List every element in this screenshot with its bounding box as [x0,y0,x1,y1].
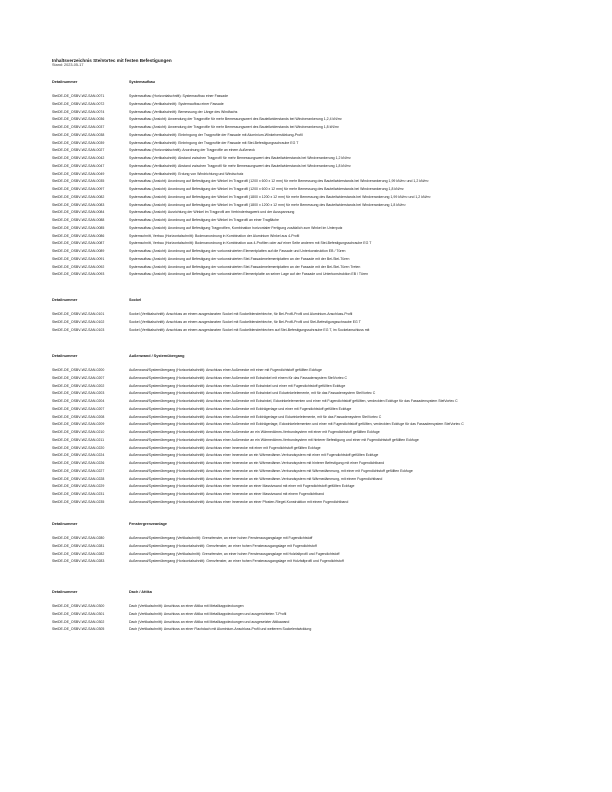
detail-number: SteiDE-DE_OSBV-WZ-SAN-0092 [52,264,105,269]
detail-description: Systemaufbau (Vertikalschnitt): Abstand zwischen Tragprofil für mehr Bemessungswert des Bauteilwiderstands bei Windverankerung 1,8 kN/m² [129,163,351,168]
table-row [52,171,572,179]
detail-description: Sockel (Vertikalschnitt): Anschluss an einem ausgestanzten Sockel mit Sockelblenderbleche, für Bei-Profil-Profil und Stei-Befestigungsschraube EG T [129,319,361,324]
table-row [52,398,572,406]
section-header [52,522,572,526]
table-row [52,421,572,429]
detail-description: Außenwand/Systemübergang (Horizontalschnitt): Grenzfenster, an einer hohen Fensterausgangslage mit Fugendichtstoff [129,543,317,548]
table-row [52,264,572,272]
detail-number: SteiDE-DE_OSBV-WZ-SAN-0283 [52,559,105,564]
column-header-detailnummer: Detailnummer [52,522,78,526]
detail-number: SteiDE-DE_OSBV-WZ-SAN-0027 [52,148,105,153]
table-row [52,499,572,507]
detail-number: SteiDE-DE_OSBV-WZ-SAN-0086 [52,233,105,238]
table-row [52,93,572,101]
detail-description: Außenwand/Systemübergang (Horizontalschnitt): Anschluss einer Außenecke mit Eckwinkel, Eckwinkelelementen und einer mit Fugendichtstoff gefüllten, verdeckten Eckfuge für das Fassadensystem SteiVortec C [129,399,458,403]
table-row [52,367,572,375]
detail-number: SteiDE-DE_OSBV-WZ-SAN-0210 [52,430,105,434]
detail-description: Systemaufbau (Ansicht): Anwendung der Tragprofile für mehr Bemessungswert des Bauteilwiderstands bei Windverankerung 1,2,4 kN/m² [129,117,342,122]
table-row [52,543,572,551]
column-header-detailnummer: Detailnummer [52,590,78,594]
detail-number: SteiDE-DE_OSBV-WZ-SAN-0229 [52,484,105,489]
detail-description: Systemaufbau (Vertikalschnitt): Bemessung der Länge des Windfachs [129,109,238,114]
document-page [52,58,572,68]
table-row [52,452,572,460]
table-row [52,383,572,391]
detail-number: SteiDE-DE_OSBV-WZ-SAN-0211 [52,437,105,442]
table-row [52,163,572,171]
detail-number: SteiDE-DE_OSBV-WZ-SAN-0202 [52,383,105,388]
detail-description: Systemaufbau (Ansicht): Ausrichtung der Winkel im Tragprofil am Verbindertragwerk und der Ausspannung [129,210,295,215]
table-row [52,558,572,566]
section-title: Systemaufbau [129,80,155,84]
detail-number: SteiDE-DE_OSBV-WZ-SAN-0088 [52,218,105,222]
detail-description: Außenwand/Systemübergang (Vertikalschnitt): Grenzfenster, an einer hohen Fensterausgangslage mit Holzfaltprofil und Fugendichtstoff [129,551,340,556]
table-row [52,319,572,327]
detail-description: Systemaufbau (Ansicht): Anordnung auf Befestigung der Winkel im Tragprofil (1200 x 600 x 12 mm) für mehr Bemessung des Bauteilwiderstands bei Windverankerung 1,8 kN/m² [129,187,404,191]
detail-description: Systemaufbau (Ansicht): Anwendung der Tragprofile für mehr Bemessungswert des Bauteilwiderstands bei Windverankerung 1,8 kN/m² [129,125,339,129]
detail-number: SteiDE-DE_OSBV-WZ-SAN-0226 [52,461,105,465]
detail-number: SteiDE-DE_OSBV-WZ-SAN-0305 [52,627,105,632]
detail-number: SteiDE-DE_OSBV-WZ-SAN-0280 [52,536,105,540]
table-row [52,209,572,217]
detail-description: Außenwand/Systemübergang (Horizontalschnitt): Anschluss einer Außenecke mit Eckwinkel und einer mit Fugendichtstoff gefüllten Eckfuge [129,383,346,388]
table-row [52,311,572,319]
detail-number: SteiDE-DE_OSBV-WZ-SAN-0085 [52,225,105,230]
table-row [52,468,572,476]
table-row [52,178,572,186]
detail-number: SteiDE-DE_OSBV-WZ-SAN-0042 [52,156,105,160]
detail-description: Systemaufbau (Ansicht): Anordnung auf Befestigung der Winkel im Tragprofil (1200 x 600 x 12 mm) für mehr Bemessung des Bauteilwiderstands bei Windverankerung 1,99 kN/m² und 1,2 kN/m² [129,179,429,184]
section-title: Fenstergrenzeanlage [129,522,167,526]
column-header-detailnummer: Detailnummer [52,354,78,358]
table-row [52,603,572,611]
detail-number: SteiDE-DE_OSBV-WZ-SAN-0083 [52,202,105,207]
detail-number: SteiDE-DE_OSBV-WZ-SAN-0281 [52,543,105,548]
table-row [52,225,572,233]
table-row [52,233,572,241]
detail-description: Systemaufbau (Ansicht): Anordnung auf Befestigung der vorkonstruierten Stei-Fassadenelementplatten an der Fassade mit der Bei-Stei-Türen [129,256,350,261]
detail-number: SteiDE-DE_OSBV-WZ-SAN-0209 [52,422,105,427]
detail-description: Außenwand/Systemübergang (Horizontalschnitt): Anschluss einer Innenecke an einer Massivwand mit einem Fugendichtband [129,492,324,496]
detail-number: SteiDE-DE_OSBV-WZ-SAN-0089 [52,249,105,253]
table-row [52,611,572,619]
section-title: Außenwand / Systemübergang [129,354,185,358]
detail-description: Systemaufbau (Vertikalschnitt): Erdung von Windrichtung und Windschutz [129,171,244,176]
detail-description: Systemaufbau (Vertikalschnitt): Abstand zwischen Tragprofil für mehr Bemessungswert des Bauteilwiderstands bei Windverankerung 1,2 kN/m² [129,156,351,160]
detail-description: Außenwand/Systemübergang (Horizontalschnitt): Anschluss einer Außenecke mit Eckträgerlage und einer mit Fugendichtstoff gefüllten Eckfuge [129,406,352,411]
detail-number: SteiDE-DE_OSBV-WZ-SAN-0102 [52,319,105,324]
detail-description: Systemaufbau (Ansicht): Anordnung auf Befestigung der vorkonstruierten Stei-Fassadenelementplatten an der Fassade mit der Bei-Stei-Türen Treten [129,264,361,269]
table-row [52,109,572,117]
detail-number: SteiDE-DE_OSBV-WZ-SAN-0207 [52,375,105,380]
detail-description: Systemaufbau (Ansicht): Anordnung auf Befestigung der Winkel im Tragprofil an einer Tragfläche [129,218,279,222]
detail-description: Außenwand/Systemübergang (Horizontalschnitt): Grenzfenster, an einer hohen Fensterausgangslage mit Holzfaltprofil und Fugendichtstoff [129,559,344,564]
table-row [52,626,572,634]
detail-description: Außenwand/Systemübergang (Horizontalschnitt): Anschluss einer Außenecke mit Eckwinkel mit einem für das Fassadensystem SteiVortec C [129,375,348,380]
detail-description: Systemaufbau (Ansicht): Anordnung auf Befestigung der vorkonstruierten Elementplatte an seiner Lage auf der Fassade und Unterkonstruktion EB / Türen [129,272,369,277]
detail-description: Systemaufbau (Ansicht): Anordnung auf Befestigung der Winkel im Tragprofil (1800 x 1200 x 12 mm) für mehr Bemessung des Bauteilwiderstands bei Windverankerung 1,8 kN/m² [129,202,406,207]
detail-number: SteiDE-DE_OSBV-WZ-SAN-0220 [52,445,105,450]
table-row [52,186,572,194]
detail-number: SteiDE-DE_OSBV-WZ-SAN-0228 [52,476,105,481]
column-header-detailnummer: Detailnummer [52,298,78,302]
table-row [52,101,572,109]
table-row [52,194,572,202]
detail-description: Außenwand/Systemübergang (Horizontalschnitt): Anschluss einer Außenecke an ein Wärmedämm-Verbundsystem mit einer mit Fugendichtstoff gefüllten Eckfuge [129,430,380,434]
detail-number: SteiDE-DE_OSBV-WZ-SAN-0204 [52,399,105,403]
detail-number: SteiDE-DE_OSBV-WZ-SAN-0207 [52,406,105,411]
table-row [52,476,572,484]
detail-description: Außenwand/Systemübergang (Horizontalschnitt): Anschluss einer Außenecke mit Eckwinkel und Eckwinkelelemente, mit für das Fassadensystem SteiVortec C [129,391,376,396]
detail-description: Sockel (Vertikalschnitt): Anschluss an einem ausgestanzten Sockel mit Sockelblenderbleche, für Bei-Profil-Profil und Aluminium-Anschluss-Profil [129,312,353,316]
section-header [52,298,572,302]
detail-number: SteiDE-DE_OSBV-WZ-SAN-0200 [52,368,105,372]
detail-number: SteiDE-DE_OSBV-WZ-SAN-0208 [52,414,105,419]
detail-number: SteiDE-DE_OSBV-WZ-SAN-0231 [52,492,105,496]
table-row [52,140,572,148]
section-0 [52,80,572,279]
table-row [52,248,572,256]
table-row [52,619,572,627]
section-2 [52,354,572,507]
detail-description: Systemaufbau (Ansicht): Anordnung auf Befestigung der vorkonstruierten Elementplatten auf die Fassade und Unterkonstruktion EB / Türen [129,249,346,253]
detail-description: Sockel (Vertikalschnitt): Anschluss an einem ausgestanzten Sockel mit Sockelblenderblechen auf Stei-Befestigungsschraube EG T, im Sockelanschluss mit [129,327,370,332]
table-row [52,390,572,398]
detail-number: SteiDE-DE_OSBV-WZ-SAN-0036 [52,117,105,122]
detail-number: SteiDE-DE_OSBV-WZ-SAN-0082 [52,194,105,199]
table-row [52,491,572,499]
detail-number: SteiDE-DE_OSBV-WZ-SAN-0301 [52,611,105,616]
detail-number: SteiDE-DE_OSBV-WZ-SAN-0101 [52,312,105,316]
detail-description: Systemaufbau (Vertikalschnitt): Einbringung der Tragprofile der Fassade mit Stei-Befestigungsschraube EG T [129,140,299,145]
detail-description: Systemschnitt, Verbau (Horizontalschnitt): Bodenanordnung in Kombination der Aluminium Winkel aus 4-Profil [129,233,300,238]
detail-number: SteiDE-DE_OSBV-WZ-SAN-0035 [52,179,105,184]
detail-number: SteiDE-DE_OSBV-WZ-SAN-0227 [52,468,105,473]
detail-number: SteiDE-DE_OSBV-WZ-SAN-0097 [52,187,105,191]
detail-number: SteiDE-DE_OSBV-WZ-SAN-0235 [52,499,105,504]
table-row [52,147,572,155]
table-row [52,483,572,491]
detail-description: Außenwand/Systemübergang (Vertikalschnitt): Grenzfenster, an einer hohen Fensterausgangslage mit Fugendichtstoff [129,536,313,540]
detail-description: Außenwand/Systemübergang (Horizontalschnitt): Anschluss einer Außenecke an ein Wärmedämm-Verbundsystem mit hinterer Befestigung und einer mit Fugendichtstoff gefüllten Eckfuge [129,437,419,442]
detail-description: Systemaufbau (Horizontalschnitt): Systemaufbau einer Fassade [129,94,229,98]
document-title: Inhaltsverzeichnis SteiVortec mit festen Befestigungen [52,58,172,63]
detail-description: Außenwand/Systemübergang (Horizontalschnitt): Anschluss einer Außenecke mit Eckträgerlage, Eckwinkelelementen und einer mit Fugendichtstoff gefüllten, verdeckten Eckfuge für das Fassadensystem SteiVortec C [129,422,464,427]
column-header-detailnummer: Detailnummer [52,80,78,84]
table-row [52,445,572,453]
section-header [52,590,572,594]
table-row [52,414,572,422]
table-row [52,327,572,335]
detail-description: Dach (Vertikalschnitt): Anschluss an einer Attika mit Metallkappdeckungen und ausgerichteten T-Profil [129,611,287,616]
detail-number: SteiDE-DE_OSBV-WZ-SAN-0074 [52,109,105,114]
detail-description: Systemaufbau (Horizontalschnitt): Anordnung der Tragprofile an einem Außeneck [129,148,255,153]
detail-description: Außenwand/Systemübergang (Horizontalschnitt): Anschluss einer Innenecke an ein Wärmedämm-Verbundsystem mit hinterer Befestigung mit einer Fugendichtband [129,461,385,465]
table-row [52,256,572,264]
section-title: Sockel [129,298,142,302]
detail-description: Außenwand/Systemübergang (Horizontalschnitt): Anschluss einer Innenecke an ein Wärmedämm-Verbundsystem mit Wärmedämmung, mit einer mit Fugendichtstoff gefüllten Eckfuge [129,468,413,473]
table-row [52,535,572,543]
detail-description: Systemaufbau (Ansicht): Anordnung auf Befestigung der Winkel im Tragprofil (1800 x 1200 x 12 mm) für mehr Bemessung des Bauteilwiderstands bei Windverankerung 1,99 kN/m² und 1,2 kN/m² [129,194,431,199]
section-header [52,354,572,358]
section-header [52,80,572,84]
table-row [52,240,572,248]
detail-description: Dach (Vertikalschnitt): Anschluss an einer Flachdach mit Aluminium-Anschluss-Profil und weiterem Sockelentwicklung [129,627,312,632]
detail-description: Außenwand/Systemübergang (Horizontalschnitt): Anschluss einer Innenecke an einer Massivwand mit einer mit Fugendichtstoff gefüllten Eckfuge [129,484,355,489]
table-row [52,437,572,445]
detail-description: Systemschnitt, Verbau (Horizontalschnitt): Bodenanordnung in Kombination aus 4-Profilen oder auf einer Seite anderen mit Stei-Befestigungsschraube EG T [129,241,372,246]
detail-description: Außenwand/Systemübergang (Horizontalschnitt): Anschluss einer Innenecke an ein Wärmedämm-Verbundsystem mit einer mit Fugendichtstoff gefüllten Eckfuge [129,453,379,458]
detail-number: SteiDE-DE_OSBV-WZ-SAN-0084 [52,210,105,215]
detail-description: Außenwand/Systemübergang (Horizontalschnitt): Anschluss einer Außenecke mit einer mit Fugendichtstoff gefüllten Eckfuge [129,368,322,372]
detail-number: SteiDE-DE_OSBV-WZ-SAN-0087 [52,241,105,246]
table-row [52,375,572,383]
detail-number: SteiDE-DE_OSBV-WZ-SAN-0047 [52,163,105,168]
detail-number: SteiDE-DE_OSBV-WZ-SAN-0091 [52,256,105,261]
table-row [52,551,572,559]
document-date: Stand: 2023-05-17 [52,63,84,67]
detail-number: SteiDE-DE_OSBV-WZ-SAN-0302 [52,619,105,624]
detail-number: SteiDE-DE_OSBV-WZ-SAN-0037 [52,125,105,129]
detail-number: SteiDE-DE_OSBV-WZ-SAN-0103 [52,327,105,332]
detail-number: SteiDE-DE_OSBV-WZ-SAN-0039 [52,140,105,145]
detail-number: SteiDE-DE_OSBV-WZ-SAN-0072 [52,101,105,106]
section-title: Dach / Attika [129,590,152,594]
detail-description: Systemaufbau (Ansicht): Anordnung auf Befestigung Tragprofilen, Kombination horizontaler Fertigung zusätzlich zum Winkel im Unterputz [129,225,343,230]
detail-number: SteiDE-DE_OSBV-WZ-SAN-0282 [52,551,105,556]
table-row [52,217,572,225]
detail-number: SteiDE-DE_OSBV-WZ-SAN-0300 [52,604,105,608]
section-1 [52,298,572,334]
detail-number: SteiDE-DE_OSBV-WZ-SAN-0071 [52,94,105,98]
table-row [52,271,572,279]
detail-description: Systemaufbau (Vertikalschnitt): Systemaufbau einer Fassade [129,101,224,106]
detail-number: SteiDE-DE_OSBV-WZ-SAN-0093 [52,272,105,277]
detail-description: Außenwand/Systemübergang (Horizontalschnitt): Anschluss einer Innenecke an einer Pfosten-Riegel-Konstruktion mit einem Fugendichtband [129,499,349,504]
table-row [52,202,572,210]
detail-description: Systemaufbau (Vertikalschnitt): Einbringung der Tragprofile der Fassade mit Aluminium-Winkelverstärkung-Profil [129,132,303,137]
table-row [52,406,572,414]
table-row [52,460,572,468]
section-3 [52,522,572,566]
detail-number: SteiDE-DE_OSBV-WZ-SAN-0038 [52,132,105,137]
table-row [52,124,572,132]
table-row [52,116,572,124]
detail-number: SteiDE-DE_OSBV-WZ-SAN-0049 [52,171,105,176]
detail-description: Dach (Vertikalschnitt): Anschluss an einer Attika mit Metallkappdeckungen [129,604,244,608]
detail-number: SteiDE-DE_OSBV-WZ-SAN-0224 [52,453,105,458]
detail-description: Außenwand/Systemübergang (Horizontalschnitt): Anschluss einer Innenecke mit einer mit Fugendichtstoff gefüllten Eckfuge [129,445,321,450]
table-row [52,429,572,437]
section-4 [52,590,572,634]
detail-description: Dach (Vertikalschnitt): Anschluss an einer Attika mit Metallkappdeckungen und ausgesetzter Attikawand [129,619,290,624]
detail-description: Außenwand/Systemübergang (Horizontalschnitt): Anschluss einer Innenecke an ein Wärmedämm-Verbundsystem mit Wärmedämmung, mit einem Fugendichtband [129,476,383,481]
table-row [52,155,572,163]
detail-number: SteiDE-DE_OSBV-WZ-SAN-0203 [52,391,105,396]
table-row [52,132,572,140]
detail-description: Außenwand/Systemübergang (Horizontalschnitt): Anschluss einer Außenecke mit Eckträgerlage und Eckwinkelelemente, mit für das Fassadensystem SteiVortec C [129,414,382,419]
